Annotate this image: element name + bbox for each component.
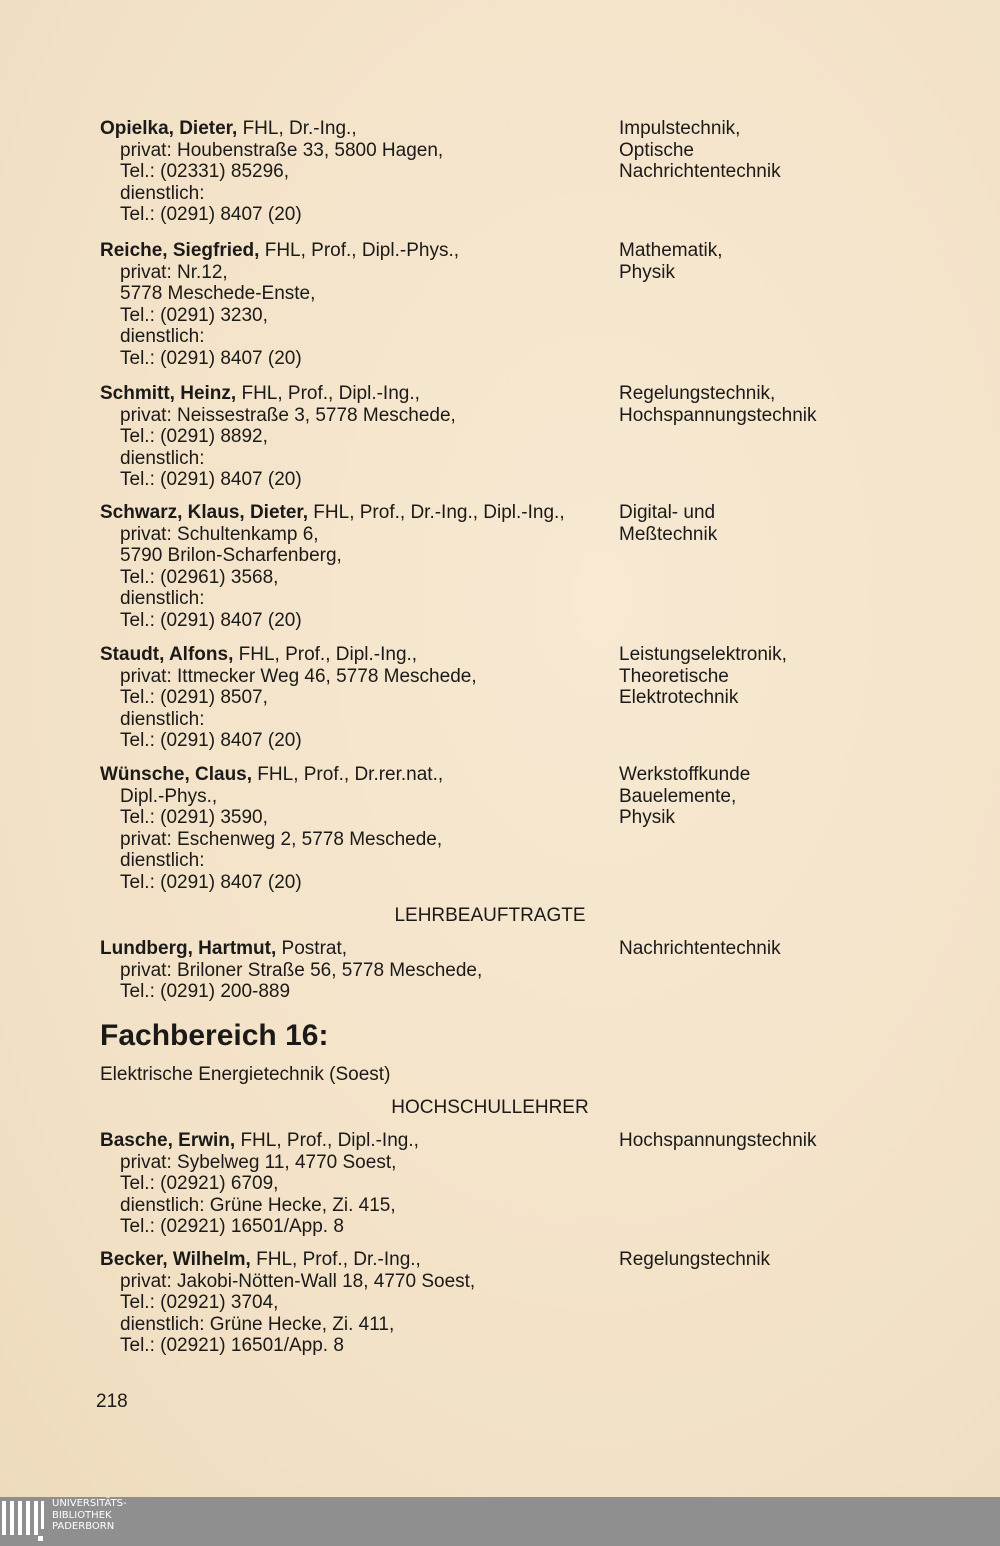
person-title: FHL, Prof., Dr.rer.nat., <box>252 764 444 785</box>
subject-line: Regelungstechnik, <box>619 383 776 404</box>
entry-line: dienstlich: <box>120 447 205 469</box>
entry-line: Tel.: (0291) 8407 (20) <box>120 347 302 369</box>
entry-line: Tel.: (0291) 200-889 <box>120 981 291 1003</box>
library-logo-text <box>52 1498 127 1533</box>
person-name: Staudt, Alfons, <box>100 644 234 665</box>
person-name: Wünsche, Claus, <box>100 764 253 785</box>
entry-subjects <box>619 118 919 183</box>
entry-line: privat: Schultenkamp 6, <box>120 523 319 545</box>
subject-line: Elektrotechnik <box>619 687 739 709</box>
entry-heading <box>100 118 615 140</box>
person-title: FHL, Prof., Dipl.-Ing., <box>233 644 418 665</box>
entry-subjects <box>619 764 919 829</box>
entry-line: dienstlich: Grüne Hecke, Zi. 411, <box>120 1313 395 1335</box>
person-title: Postrat, <box>276 938 348 959</box>
fachbereich-title: Fachbereich 16: <box>100 1019 329 1052</box>
person-title: FHL, Dr.-Ing., <box>237 118 357 139</box>
subject-line: Theoretische <box>619 665 729 687</box>
entry-details <box>100 502 615 632</box>
person-title: FHL, Prof., Dipl.-Ing., <box>236 383 420 404</box>
person-name: Opielka, Dieter, <box>100 118 238 139</box>
person-title: FHL, Prof., Dr.-Ing., <box>250 1249 421 1270</box>
subject-line: Physik <box>619 261 675 283</box>
entry-line: dienstlich: Grüne Hecke, Zi. 415, <box>120 1194 396 1216</box>
subject-line: Mathematik, <box>619 240 723 261</box>
entry-subjects <box>619 383 919 426</box>
entry-line: privat: Houbenstraße 33, 5800 Hagen, <box>120 139 444 161</box>
entry-line: Tel.: (02921) 16501/App. 8 <box>120 1335 344 1357</box>
entry-details <box>100 644 615 752</box>
entry-line: Tel.: (0291) 3590, <box>120 807 268 829</box>
library-footer-bar <box>0 1497 1000 1546</box>
subject-line: Physik <box>619 807 675 829</box>
entry-heading <box>100 502 615 524</box>
entry-subjects <box>619 1130 919 1152</box>
entry-line: privat: Sybelweg 11, 4770 Soest, <box>120 1151 397 1173</box>
entry-line: Tel.: (0291) 8507, <box>120 687 268 709</box>
entry-line: privat: Nr.12, <box>120 261 228 283</box>
subject-line: Impulstechnik, <box>619 118 741 139</box>
entry-line: Tel.: (0291) 8407 (20) <box>120 609 302 631</box>
entry-line: privat: Jakobi-Nötten-Wall 18, 4770 Soest, <box>120 1270 476 1292</box>
entry-line: Tel.: (02921) 3704, <box>120 1292 279 1314</box>
entry-line: Tel.: (02921) 16501/App. 8 <box>120 1216 344 1238</box>
entry-line: Tel.: (02961) 3568, <box>120 566 279 588</box>
subject-line: Nachrichtentechnik <box>619 161 781 183</box>
entry-line: Dipl.-Phys., <box>120 785 218 807</box>
entry-details <box>100 938 615 1003</box>
entry-line: privat: Briloner Straße 56, 5778 Meschede, <box>120 959 483 981</box>
subject-line: Werkstoffkunde <box>619 764 751 785</box>
entry-line: dienstlich: <box>120 708 205 730</box>
entry-heading <box>100 1130 615 1152</box>
subject-line: Meßtechnik <box>619 523 718 545</box>
logo-line: BIBLIOTHEK <box>52 1509 112 1521</box>
logo-line: PADERBORN <box>52 1521 115 1532</box>
entry-heading <box>100 764 615 786</box>
person-name: Basche, Erwin, <box>100 1130 236 1151</box>
person-name: Schmitt, Heinz, <box>100 383 237 404</box>
entry-line: Tel.: (02331) 85296, <box>120 161 290 183</box>
entry-details <box>100 240 615 370</box>
entry-subjects <box>619 1249 919 1271</box>
logo-line: UNIVERSITÄTS- <box>52 1498 127 1509</box>
person-title: FHL, Prof., Dipl.-Phys., <box>259 240 459 261</box>
entry-line: Tel.: (0291) 8407 (20) <box>120 204 302 226</box>
entry-line: Tel.: (0291) 8892, <box>120 426 268 448</box>
entry-details <box>100 118 615 226</box>
entry-line: privat: Eschenweg 2, 5778 Meschede, <box>120 828 443 850</box>
subject-line: Hochspannungstechnik <box>619 1130 817 1151</box>
person-title: FHL, Prof., Dipl.-Ing., <box>235 1130 419 1151</box>
section-heading-hochschullehrer: HOCHSCHULLEHRER <box>391 1097 589 1118</box>
subject-line: Hochspannungstechnik <box>619 404 817 426</box>
entry-heading <box>100 938 615 960</box>
subject-line: Regelungstechnik <box>619 1249 771 1270</box>
entry-line: Tel.: (0291) 8407 (20) <box>120 871 302 893</box>
entry-subjects <box>619 644 919 709</box>
library-logo-icon <box>0 1499 48 1543</box>
entry-line: dienstlich: <box>120 850 205 872</box>
entry-line: 5778 Meschede-Enste, <box>120 283 316 305</box>
entry-line: dienstlich: <box>120 326 205 348</box>
subject-line: Digital- und <box>619 502 716 523</box>
entry-line: privat: Ittmecker Weg 46, 5778 Meschede, <box>120 665 477 687</box>
entry-heading <box>100 240 615 262</box>
person-title: FHL, Prof., Dr.-Ing., Dipl.-Ing., <box>308 502 565 523</box>
person-name: Lundberg, Hartmut, <box>100 938 277 959</box>
person-name: Becker, Wilhelm, <box>100 1249 251 1270</box>
subject-line: Optische <box>619 139 694 161</box>
entry-heading <box>100 1249 615 1271</box>
section-heading-lehrbeauftragte: LEHRBEAUFTRAGTE <box>394 905 586 926</box>
subject-line: Nachrichtentechnik <box>619 938 781 959</box>
entry-heading <box>100 644 615 666</box>
entry-subjects <box>619 240 919 283</box>
entry-line: 5790 Brilon-Scharfenberg, <box>120 545 342 567</box>
page-number: 218 <box>96 1391 128 1412</box>
entry-line: Tel.: (0291) 8407 (20) <box>120 469 302 491</box>
entry-details <box>100 764 615 894</box>
entry-heading <box>100 383 615 405</box>
entry-details <box>100 1249 615 1357</box>
fachbereich-subtitle: Elektrische Energietechnik (Soest) <box>100 1064 391 1085</box>
person-name: Reiche, Siegfried, <box>100 240 260 261</box>
subject-line: Leistungselektronik, <box>619 644 787 665</box>
entry-details <box>100 383 615 491</box>
entry-line: Tel.: (0291) 3230, <box>120 304 268 326</box>
subject-line: Bauelemente, <box>619 785 737 807</box>
entry-line: dienstlich: <box>120 588 205 610</box>
entry-line: Tel.: (02921) 6709, <box>120 1173 279 1195</box>
entry-line: dienstlich: <box>120 182 205 204</box>
entry-details <box>100 1130 615 1238</box>
entry-subjects <box>619 938 919 960</box>
entry-subjects <box>619 502 919 545</box>
entry-line: privat: Neissestraße 3, 5778 Meschede, <box>120 404 456 426</box>
person-name: Schwarz, Klaus, Dieter, <box>100 502 309 523</box>
entry-line: Tel.: (0291) 8407 (20) <box>120 730 302 752</box>
